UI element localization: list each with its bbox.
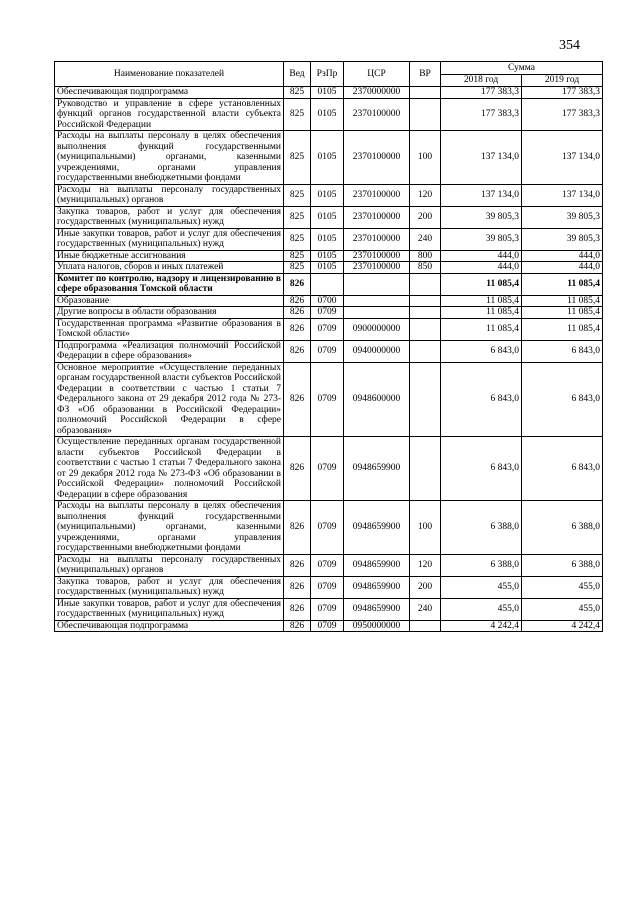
cell-vr — [410, 295, 441, 307]
cell-vr — [410, 273, 441, 295]
cell-2019: 11 085,4 — [522, 307, 603, 319]
header-vr: ВР — [410, 62, 441, 87]
cell-csr: 2370100000 — [344, 206, 410, 228]
cell-csr — [344, 273, 410, 295]
table-row — [55, 98, 603, 131]
cell-vr: 120 — [410, 184, 441, 206]
cell-vr: 240 — [410, 598, 441, 620]
cell-ved: 825 — [284, 262, 311, 274]
cell-2019: 177 383,3 — [522, 98, 603, 131]
cell-rzpr: 0105 — [311, 184, 344, 206]
cell-ved: 826 — [284, 340, 311, 362]
cell-rzpr: 0105 — [311, 98, 344, 131]
cell-rzpr: 0709 — [311, 576, 344, 598]
header-rzpr: РзПр — [311, 62, 344, 87]
cell-2018: 177 383,3 — [441, 87, 522, 99]
cell-2018: 11 085,4 — [441, 295, 522, 307]
header-name: Наименование показателей — [55, 62, 284, 87]
cell-rzpr: 0709 — [311, 340, 344, 362]
table-row — [55, 437, 603, 501]
cell-2018: 6 843,0 — [441, 362, 522, 437]
cell-vr — [410, 340, 441, 362]
cell-ved: 826 — [284, 576, 311, 598]
cell-csr: 0948659900 — [344, 554, 410, 576]
table-row — [55, 501, 603, 555]
cell-2018: 6 843,0 — [441, 437, 522, 501]
cell-rzpr: 0105 — [311, 87, 344, 99]
cell-name: Расходы на выплаты персоналу в целях обеспечения выполнения функций государственными (муниципальными) органами, казенными учреждениями, органами управления государственными внебюджетными фондами — [55, 501, 284, 555]
cell-ved: 826 — [284, 437, 311, 501]
table-row — [55, 307, 603, 319]
cell-csr: 0950000000 — [344, 620, 410, 632]
cell-rzpr: 0709 — [311, 362, 344, 437]
cell-2019: 455,0 — [522, 576, 603, 598]
table-row — [55, 262, 603, 274]
cell-vr — [410, 620, 441, 632]
cell-rzpr: 0709 — [311, 437, 344, 501]
cell-rzpr: 0709 — [311, 554, 344, 576]
cell-2019: 6 843,0 — [522, 340, 603, 362]
cell-csr: 2370100000 — [344, 184, 410, 206]
cell-ved: 826 — [284, 318, 311, 340]
cell-name: Основное мероприятие «Осуществление переданных органам государственной власти субъектов Российской Федерации в соответствии с частью 1 статьи 7 Федерального закона от 29 декабря 2012 года № 273-ФЗ «Об образовании в Российской Федерации» полномочий Российской Федерации в сфере образования» — [55, 362, 284, 437]
cell-vr — [410, 437, 441, 501]
header-ved: Вед — [284, 62, 311, 87]
cell-name: Закупка товаров, работ и услуг для обеспечения государственных (муниципальных) нужд — [55, 576, 284, 598]
cell-2018: 4 242,4 — [441, 620, 522, 632]
table-row — [55, 340, 603, 362]
table-row — [55, 554, 603, 576]
cell-2019: 4 242,4 — [522, 620, 603, 632]
cell-vr: 120 — [410, 554, 441, 576]
cell-vr: 850 — [410, 262, 441, 274]
cell-csr: 0948659900 — [344, 576, 410, 598]
table-row — [55, 295, 603, 307]
cell-2019: 6 843,0 — [522, 437, 603, 501]
cell-2019: 11 085,4 — [522, 318, 603, 340]
table-row — [55, 598, 603, 620]
cell-2018: 455,0 — [441, 598, 522, 620]
cell-csr: 2370100000 — [344, 98, 410, 131]
cell-2018: 6 388,0 — [441, 501, 522, 555]
cell-name: Комитет по контролю, надзору и лицензированию в сфере образования Томской области — [55, 273, 284, 295]
cell-2018: 137 134,0 — [441, 184, 522, 206]
cell-ved: 826 — [284, 620, 311, 632]
cell-2018: 455,0 — [441, 576, 522, 598]
cell-ved: 825 — [284, 206, 311, 228]
cell-ved: 826 — [284, 295, 311, 307]
cell-rzpr: 0105 — [311, 250, 344, 262]
cell-ved: 826 — [284, 273, 311, 295]
cell-ved: 826 — [284, 307, 311, 319]
cell-2019: 444,0 — [522, 262, 603, 274]
header-year-2018: 2018 год — [441, 75, 522, 87]
table-row — [55, 184, 603, 206]
cell-csr: 0948600000 — [344, 362, 410, 437]
cell-ved: 825 — [284, 98, 311, 131]
cell-2019: 177 383,3 — [522, 87, 603, 99]
cell-name: Подпрограмма «Реализация полномочий Российской Федерации в сфере образования» — [55, 340, 284, 362]
cell-vr — [410, 362, 441, 437]
cell-rzpr: 0105 — [311, 131, 344, 185]
cell-2019: 11 085,4 — [522, 273, 603, 295]
cell-ved: 825 — [284, 228, 311, 250]
cell-vr: 200 — [410, 206, 441, 228]
cell-rzpr — [311, 273, 344, 295]
cell-ved: 825 — [284, 250, 311, 262]
cell-vr: 100 — [410, 131, 441, 185]
cell-2018: 177 383,3 — [441, 98, 522, 131]
cell-rzpr: 0709 — [311, 501, 344, 555]
cell-rzpr: 0709 — [311, 307, 344, 319]
cell-name: Осуществление переданных органам государственной власти субъектов Российской Федерации в соответствии с частью 1 статьи 7 Федерального закона от 29 декабря 2012 года № 273-ФЗ «Об образовании в Российской Федерации» полномочий Российской Федерации в сфере образования — [55, 437, 284, 501]
cell-name: Государственная программа «Развитие образования в Томской области» — [55, 318, 284, 340]
cell-csr: 0948659900 — [344, 501, 410, 555]
cell-2018: 6 843,0 — [441, 340, 522, 362]
cell-ved: 826 — [284, 598, 311, 620]
cell-name: Иные закупки товаров, работ и услуг для обеспечения государственных (муниципальных) нужд — [55, 228, 284, 250]
cell-name: Другие вопросы в области образования — [55, 307, 284, 319]
cell-csr: 0948659900 — [344, 598, 410, 620]
cell-vr: 100 — [410, 501, 441, 555]
table-row — [55, 206, 603, 228]
cell-2019: 39 805,3 — [522, 206, 603, 228]
cell-2019: 137 134,0 — [522, 184, 603, 206]
cell-csr — [344, 295, 410, 307]
cell-2019: 6 388,0 — [522, 501, 603, 555]
table-row — [55, 228, 603, 250]
cell-2018: 444,0 — [441, 262, 522, 274]
cell-2019: 444,0 — [522, 250, 603, 262]
table-row — [55, 87, 603, 99]
cell-2019: 455,0 — [522, 598, 603, 620]
cell-vr: 800 — [410, 250, 441, 262]
cell-vr — [410, 318, 441, 340]
cell-vr: 200 — [410, 576, 441, 598]
cell-rzpr: 0105 — [311, 206, 344, 228]
budget-table — [54, 61, 603, 632]
cell-name: Иные бюджетные ассигнования — [55, 250, 284, 262]
cell-csr: 0940000000 — [344, 340, 410, 362]
table-row — [55, 250, 603, 262]
cell-name: Уплата налогов, сборов и иных платежей — [55, 262, 284, 274]
cell-rzpr: 0105 — [311, 228, 344, 250]
cell-csr: 0948659900 — [344, 437, 410, 501]
cell-csr: 2370100000 — [344, 228, 410, 250]
cell-name: Обеспечивающая подпрограмма — [55, 87, 284, 99]
cell-csr: 0900000000 — [344, 318, 410, 340]
header-sum: Сумма — [441, 62, 603, 75]
cell-vr — [410, 98, 441, 131]
cell-2018: 137 134,0 — [441, 131, 522, 185]
cell-2018: 11 085,4 — [441, 318, 522, 340]
cell-name: Руководство и управление в сфере установленных функций органов государственной власти субъекта Российской Федерации — [55, 98, 284, 131]
cell-ved: 825 — [284, 87, 311, 99]
table-row — [55, 273, 603, 295]
table-header — [55, 62, 603, 87]
cell-name: Обеспечивающая подпрограмма — [55, 620, 284, 632]
cell-2019: 6 843,0 — [522, 362, 603, 437]
cell-csr — [344, 307, 410, 319]
cell-name: Расходы на выплаты персоналу государственных (муниципальных) органов — [55, 184, 284, 206]
cell-name: Иные закупки товаров, работ и услуг для обеспечения государственных (муниципальных) нужд — [55, 598, 284, 620]
cell-ved: 825 — [284, 131, 311, 185]
cell-ved: 826 — [284, 501, 311, 555]
cell-name: Расходы на выплаты персоналу в целях обеспечения выполнения функций государственными (муниципальными) органами, казенными учреждениями, органами управления государственными внебюджетными фондами — [55, 131, 284, 185]
cell-name: Закупка товаров, работ и услуг для обеспечения государственных (муниципальных) нужд — [55, 206, 284, 228]
cell-csr: 2370100000 — [344, 131, 410, 185]
cell-ved: 825 — [284, 184, 311, 206]
cell-name: Расходы на выплаты персоналу государственных (муниципальных) органов — [55, 554, 284, 576]
cell-rzpr: 0709 — [311, 318, 344, 340]
table-row — [55, 576, 603, 598]
cell-rzpr: 0105 — [311, 262, 344, 274]
header-csr: ЦСР — [344, 62, 410, 87]
table-body — [55, 87, 603, 632]
cell-vr — [410, 307, 441, 319]
cell-2019: 39 805,3 — [522, 228, 603, 250]
cell-2018: 39 805,3 — [441, 228, 522, 250]
cell-rzpr: 0709 — [311, 620, 344, 632]
header-year-2019: 2019 год — [522, 75, 603, 87]
cell-csr: 2370100000 — [344, 250, 410, 262]
cell-2018: 11 085,4 — [441, 307, 522, 319]
cell-2018: 6 388,0 — [441, 554, 522, 576]
cell-name: Образование — [55, 295, 284, 307]
table-row — [55, 318, 603, 340]
table-row — [55, 131, 603, 185]
cell-vr — [410, 87, 441, 99]
cell-2018: 11 085,4 — [441, 273, 522, 295]
cell-csr: 2370000000 — [344, 87, 410, 99]
cell-2018: 444,0 — [441, 250, 522, 262]
table-row — [55, 362, 603, 437]
cell-ved: 826 — [284, 554, 311, 576]
cell-2019: 6 388,0 — [522, 554, 603, 576]
table-row — [55, 620, 603, 632]
page-number: 354 — [559, 38, 580, 53]
cell-ved: 826 — [284, 362, 311, 437]
cell-rzpr: 0709 — [311, 598, 344, 620]
cell-2018: 39 805,3 — [441, 206, 522, 228]
cell-rzpr: 0700 — [311, 295, 344, 307]
cell-2019: 11 085,4 — [522, 295, 603, 307]
cell-vr: 240 — [410, 228, 441, 250]
cell-csr: 2370100000 — [344, 262, 410, 274]
cell-2019: 137 134,0 — [522, 131, 603, 185]
